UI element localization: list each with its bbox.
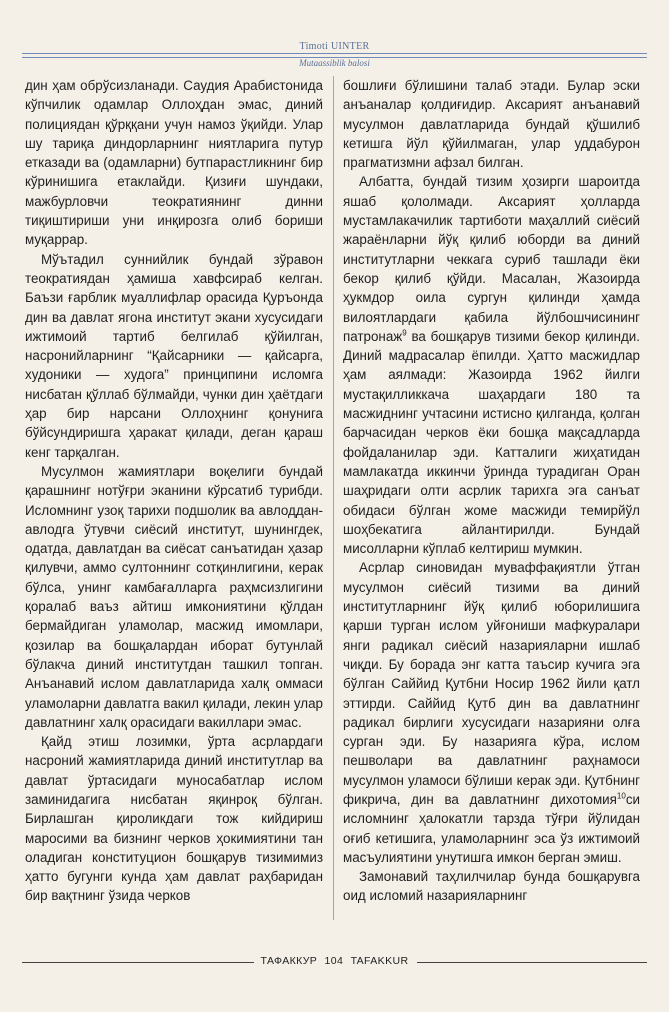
left-paragraph-3: Мусулмон жамиятлари воқелиги бундай қарашнинг нотўғри эканини кўрсатиб турибди. Исломнинг узоқ тарихи подшолик ва авлоддан-авлодга ўтувчи сиёсий институт, шунингдек, одатда, давлатдан ва сиёсат санъатидан ҳазар қилувчи, аммо султоннинг сотқинлигини, керак бўлса, унинг камбағалларга раҳмсизлигини қоралаб ваъз айтиш имкониятини қўлдан бермайдиган уламолар, масжид имомлари, қозилар ва бошқалардан иборат бутунлай бўлакча диний институтдан ташкил топган. Анъанавий ислом давлатларида халқ оммаси уламоларни давлатга вакил қилади, лекин улар давлатнинг халқ орасидаги вакиллари эмас. bbox=[25, 463, 323, 730]
header-rule-top bbox=[22, 53, 647, 54]
right-paragraph-3 bbox=[343, 558, 640, 867]
left-column bbox=[25, 76, 323, 906]
left-paragraph-2: Мўътадил суннийлик бундай зўравон теократиядан ҳамиша хавфсираб келган. Баъзи ғарблик муаллифлар орасида Қуръонда дин ва давлат ягона институт экани хусусидаги ижтимоий тартиб белгилаб қўйилган, насронийларнинг “Қайсарники — қайсарга, худоники — худога” принципини исломга нисбатан қўллаб бўлмайди, чунки дин ҳаётдаги ҳар бир нарсани Оллоҳнинг қонунига бўйсундиришга ҳаракат қилади, деган қараш кенг тарқалган. bbox=[25, 251, 323, 460]
left-paragraph-1: дин ҳам обрўсизланади. Саудия Арабистонида кўпчилик одамлар Оллоҳдан эмас, диний полициядан қўрққани учун намоз ўқийди. Улар шу тариқа диндорларнинг ниятларига путур етказади ва (одамларни) бутпарастликнинг бир кўринишига етаклайди. Қизиғи шундаки, мажбурловчи теократиянинг динни тиқиштириши уни инқирозга олиб бориши муқаррар. bbox=[25, 78, 323, 248]
right-paragraph-2-text-b: ва бошқарув тизими бекор қилинди. Диний мадрасалар ёпилди. Ҳатто масжидлар ҳам аялмади: Жазоирда 1962 йилги мустақилликкача шаҳардаги 180 та масжиднинг учтасини истисно қилганда, қолган барчасидан черков ёки бошқа мақсадларда фойдаланилар эди. Катталиги жиҳатидан мамлакатда иккинчи ўринда турадиган Оран шаҳридаги олти асрлик тарихга эга санъат обидаси бўлган жоме масжиди темирйўл шоҳбекатига айлантирилди. Бундай мисолларни кўплаб келтириш мумкин. bbox=[343, 328, 640, 557]
page-number: 104 bbox=[324, 955, 344, 967]
right-column bbox=[343, 76, 640, 906]
footer-journal-cyrillic: ТАФАККУР bbox=[260, 955, 318, 967]
right-paragraph-4: Замонавий таҳлилчилар бунда бошқарувга оид исломий назарияларнинг bbox=[343, 869, 640, 904]
header-subtitle: Mutaassiblik balosi bbox=[299, 58, 370, 68]
right-paragraph-2 bbox=[343, 172, 640, 558]
footnote-ref-10: 10 bbox=[616, 791, 626, 801]
footnote-ref-9: 9 bbox=[402, 328, 407, 338]
left-paragraph-4: Қайд этиш лозимки, ўрта асрлардаги насроний жамиятларида диний институтлар ва давлат ўртасидаги муносабатлар ислом заминидагига нисбатан яқинроқ бўлган. Бирлашган қироликдаги тож кийдириш маросими ва бизнинг черков ҳокимиятини тан оладиган конституцион бошқарув тизимимиз ҳатто бугунги кунда ҳам давлат раҳбаридан бир вақтнинг ўзида черков bbox=[25, 734, 323, 904]
right-paragraph-1: бошлиғи бўлишини талаб этади. Булар эски анъаналар қолдиғидир. Аксарият анъанавий мусулмон давлатларида бундай қўшилиб кетишга йўл қўйилмаган, улар уддабурон прагматизмни афзал билган. bbox=[343, 78, 640, 171]
column-divider bbox=[333, 76, 334, 920]
right-paragraph-2-text-a: Албатта, бундай тизим ҳозирги шароитда яшаб қололмади. Аксарият ҳолларда мустамлакачилик тартиботи маҳаллий сиёсий жараёнларни йўқ қилиб юборди ва диний институтларни чеккага суриб ташлади ёки бекор қилиб қўйди. Масалан, Жазоирда ҳукмдор оила сургун қилинди ҳамда вилоятлардаги қабила йўлбошчисининг патронаж bbox=[343, 174, 640, 344]
footer bbox=[0, 955, 669, 967]
footer-journal-latin: TAFAKKUR bbox=[350, 955, 409, 967]
header-author: Timoti UINTER bbox=[299, 41, 370, 52]
right-paragraph-3-text-a: Асрлар синовидан муваффақиятли ўтган мусулмон сиёсий тизими ва диний институтларнинг йўқ қилиб юборилишига қарши турган ислом уйғониши мафкуралари янги радикал сиёсий назарияларни ишлаб чиқди. Бу борада энг катта таъсир кучига эга бўлган Саййид Қутбни Носир 1962 йили қатл эттирди. Саййид Қутб дин ва давлатнинг радикал бирлиги хусусидаги назарияни олға сурган эди. Бу назарияга кўра, ислом пешволари ва давлатнинг раҳнамоси мусулмон уламоси бўлиши керак эди. Қутбнинг фикрича, дин ва давлатнинг дихотомия bbox=[343, 560, 640, 807]
right-paragraph-3-text-b: си исломнинг ҳалокатли тарзда тўғри йўлидан оғиб кетишига, уламоларнинг эса ўз ижтимоий масъулиятини унутишга имкон берган эмиш. bbox=[343, 791, 640, 865]
